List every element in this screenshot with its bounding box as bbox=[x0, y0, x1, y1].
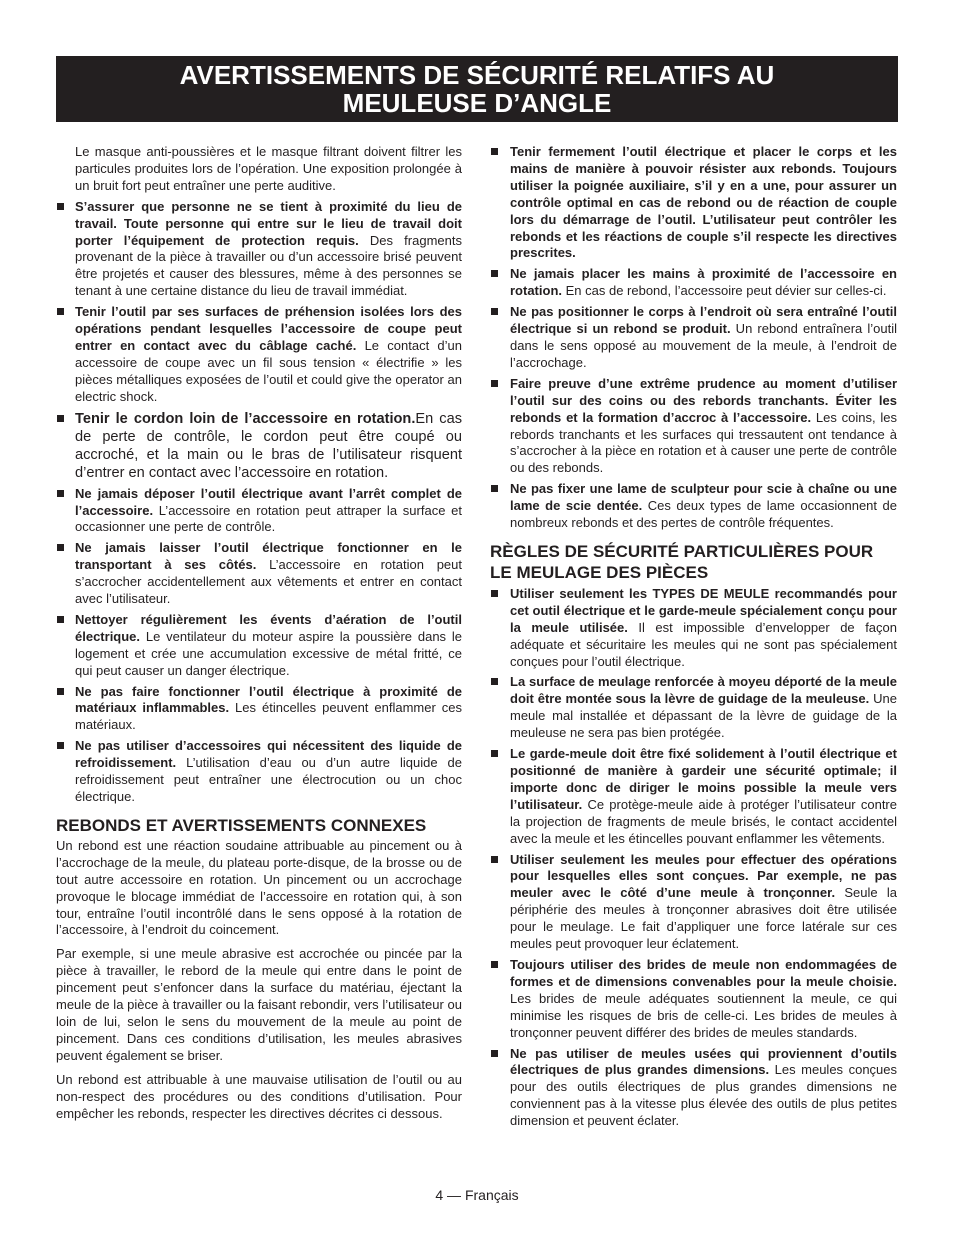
bullet-bold-text: Tenir fermement l’outil électrique et placer le corps et les mains de manière à pouvoir résister aux rebonds. Toujours utiliser la poignée auxiliaire, s’il y en a une, pour assurer un contrôle optimal en cas de rebond ou de réaction de couple lors du démarrage de l’outil. L’utilisateur peut contrôler les rebonds et les réactions de couple s’il respecte les directives prescrites. bbox=[510, 144, 897, 261]
bullet-text: Les étincelles peuvent enflammer ces matériaux. bbox=[75, 700, 462, 733]
body-paragraph: Par exemple, si une meule abrasive est accrochée ou pincée par la pièce à travailler, le rebord de la meule qui entre dans le point de pincement peut s’enfoncer dans la surface du matériau, éjectant la meule de la pièce à travailler ou la faisant rebondir, vers l’utilisateur ou loin de lui, selon le sens du mouvement de la meule au point de pincement. Dans ces conditions d’utilisation, les meules abrasives peuvent également se briser. bbox=[56, 946, 462, 1063]
bullet-text: Les brides de meule adéquates soutiennent la meule, ce qui minimise les risques de bris de celle-ci. Les brides de meules à tronçonner peuvent différer des brides de meules standards. bbox=[510, 990, 897, 1040]
bullet-bold-text: Le garde-meule doit être fixé solidement à l’outil électrique et positionné de manière à gardeir une sécurité optimale; il importe donc de diriger le moins possible la meule vers l’utilisateur. bbox=[510, 746, 897, 812]
bullet-text: Un rebond entraînera l’outil dans le sens opposé au mouvement de la meule, à l’endroit de l’accrochage. bbox=[510, 321, 897, 370]
page-title-line-1: AVERTISSEMENTS DE SÉCURITÉ RELATIFS AU bbox=[179, 60, 775, 90]
intro-paragraph: Le masque anti-poussières et le masque filtrant doivent filtrer les particules produites lors de l’opération. Une exposition prolongée à un bruit fort peut entraîner une perte auditive. bbox=[75, 144, 462, 193]
safety-bullet bbox=[56, 738, 462, 806]
bullet-text: Des fragments provenant de la pièce à travailler ou d’un accessoire brisé peuvent être projetés et causer des blessures, même à des personnes se tenant à une certaine distance du lieu de travail immédiat. bbox=[75, 232, 462, 299]
left-column bbox=[56, 144, 462, 1129]
page-footer: 4 — Français bbox=[435, 1187, 519, 1203]
bullet-text: Le contact d’un accessoire de coupe avec un fil sous tension « électrifie » les pièces métalliques exposées de l’outil et could give the operator an electric shock. bbox=[75, 337, 462, 404]
body-paragraph: Un rebond est attribuable à une mauvaise utilisation de l’outil ou au non-respect des procédures ou des conditions d’utilisation. Pour empêcher les rebonds, respecter les directives décrites ci dessous. bbox=[56, 1071, 462, 1121]
bullet-bold-text: S’assurer que personne ne se tient à proximité du lieu de travail. Toute personne qui entre sur le lieu de travail doit porter l’équipement de protection requis. bbox=[75, 198, 462, 248]
bullet-text: Seule la périphérie des meules à tronçonner abrasives doit être utilisée pour le meulage. Le fait d’appliquer une force latérale sur ces meules peut provoquer leur éclatement. bbox=[510, 885, 897, 952]
bullet-text: En cas de rebond, l’accessoire peut dévier sur celles-ci. bbox=[562, 283, 887, 299]
bullet-bold-text: Ne pas utiliser de meules usées qui proviennent d’outils électriques de plus grandes dimensions. bbox=[510, 1045, 897, 1078]
bullet-bold-text: Ne jamais laisser l’outil électrique fonctionner en le transportant à ses côtés. bbox=[75, 540, 462, 573]
safety-bullet bbox=[490, 376, 897, 477]
bullet-text: Les coins, les rebords tranchants et les surfaces qui tressautent ont tendance à s’accrocher à la pièce en rotation et à causer une perte de contrôle ou des rebonds. bbox=[510, 409, 898, 476]
safety-bullet bbox=[490, 746, 897, 847]
bullet-bold-text: Ne pas faire fonctionner l’outil électrique à proximité de matériaux inflammables. bbox=[75, 683, 462, 716]
safety-bullet bbox=[490, 674, 897, 742]
safety-bullet bbox=[56, 540, 462, 608]
safety-bullet bbox=[56, 304, 462, 405]
section-heading-kickback: REBONDS ET AVERTISSEMENTS CONNEXES bbox=[56, 815, 427, 835]
bullet-bold-text: Ne jamais placer les mains à proximité de l’accessoire en rotation. bbox=[510, 266, 897, 299]
bullet-text: Il est impossible d’envelopper de façon adéquate et sécuritaire les meules qui ne sont pas spécialement conçues pour l’outil électrique. bbox=[510, 619, 897, 669]
bullet-text: L’accessoire en rotation peut s’accrocher accidentellement aux vêtements et entrer en contact avec l’utilisateur. bbox=[75, 557, 463, 607]
bullet-text: Ce protège-meule aide à protéger l’utilisateur contre la projection de fragments de meule brisés, le contact accidentel avec la meule et les étincelles pouvant enflammer les vêtements. bbox=[510, 796, 897, 846]
safety-bullet bbox=[490, 852, 897, 953]
safety-bullet bbox=[490, 266, 897, 300]
bullet-bold-text: Utiliser seulement les TYPES DE MEULE recommandés pour cet outil électrique et le garde-meule spécialement conçu pour la meule utilisée. bbox=[510, 585, 897, 635]
bullet-bold-text: Tenir le cordon loin de l’accessoire en rotation. bbox=[75, 410, 416, 427]
safety-bullet bbox=[56, 199, 462, 300]
bullet-bold-text: Ne jamais déposer l’outil électrique avant l’arrêt complet de l’accessoire. bbox=[75, 485, 462, 518]
bullet-text: Les meules conçues pour des outils électriques de plus grandes dimensions ne conviennent pas à la vitesse plus élevée des outils de plus petites dimension et peuvent éclater. bbox=[510, 1062, 898, 1129]
safety-bullet bbox=[490, 304, 897, 372]
safety-bullet bbox=[56, 612, 462, 680]
safety-bullet bbox=[56, 486, 462, 537]
bullet-bold-text: Faire preuve d’une extrême prudence au moment d’utiliser l’outil sur des coins ou des rebords tranchants. Éviter les rebonds et la formation d’accroc à l’accessoire. bbox=[510, 375, 897, 425]
safety-bullet bbox=[490, 1046, 897, 1131]
body-paragraph: Un rebond est une réaction soudaine attribuable au pincement ou à l’accrochage de la meule, du plateau porte-disque, de la brosse ou de tout autre accessoire en rotation. Un pincement ou un accrochage provoque le blocage immédiat de l’accessoire en rotation qui, à son tour, entraîne l’outil incontrôlé dans le sens opposé à la rotation de l’accessoire, à l’endroit du coincement. bbox=[56, 837, 462, 938]
bullet-bold-text: La surface de meulage renforcée à moyeu déporté de la meule doit être montée sous la lèvre de guidage de la meuleuse. bbox=[510, 674, 897, 707]
bullet-bold-text: Ne pas fixer une lame de sculpteur pour scie à chaîne ou une lame de scie dentée. bbox=[510, 481, 897, 514]
section-heading-grinding: RÈGLES DE SÉCURITÉ PARTICULIÈRES POUR LE MEULAGE DES PIÈCES bbox=[490, 541, 874, 582]
bullet-bold-text: Nettoyer régulièrement les évents d’aération de l’outil électrique. bbox=[75, 611, 462, 644]
safety-bullet bbox=[56, 684, 462, 735]
page-title-line-2: MEULEUSE D’ANGLE bbox=[342, 88, 612, 118]
bullet-bold-text: Ne pas positionner le corps à l’endroit où sera entraîné l’outil électrique si un rebond se produit. bbox=[510, 304, 897, 337]
bullet-text: Une meule mal installée et dépassant de la lèvre de guidage de la meuleuse ne sera pas bien protégée. bbox=[510, 691, 897, 741]
safety-bullet bbox=[56, 410, 462, 482]
bullet-bold-text: Toujours utiliser des brides de meule non endommagées de formes et de dimensions convenables pour la meule choisie. bbox=[510, 956, 897, 989]
safety-bullet bbox=[490, 144, 897, 262]
bullet-text: L’accessoire en rotation peut attraper la surface et occasionner une perte de contrôle. bbox=[75, 502, 462, 535]
bullet-bold-text: Ne pas utiliser d’accessoires qui nécessitent des liquide de refroidissement. bbox=[75, 738, 462, 771]
safety-bullet bbox=[490, 957, 897, 1042]
bullet-bold-text: Utiliser seulement les meules pour effectuer des opérations pour lesquelles elles sont conçues. Par exemple, ne pas meuler avec le côté d’une meule à tronçonner. bbox=[510, 851, 897, 901]
right-column bbox=[490, 144, 897, 1134]
safety-bullet bbox=[490, 481, 897, 532]
page-title-banner bbox=[56, 56, 898, 122]
bullet-text: Ces deux types de lame occasionnent de nombreux rebonds et des pertes de contrôle fréquentes. bbox=[510, 498, 898, 531]
bullet-bold-text: Tenir l’outil par ses surfaces de préhension isolées lors des opérations pendant lesquelles l’accessoire de coupe peut entrer en contact avec du câblage caché. bbox=[75, 304, 462, 353]
bullet-text: L’utilisation d’eau ou d’un autre liquide de refroidissement peut entraîner une électrocution ou un choc électrique. bbox=[75, 755, 462, 804]
bullet-text: Le ventilateur du moteur aspire la poussière dans le logement et crée une accumulation excessive de métal fritté, ce qui peut causer un danger électrique. bbox=[75, 628, 462, 678]
bullet-text: En cas de perte de contrôle, le cordon peut être coupé ou accroché, et la main ou le bras de l’utilisateur risquent d’entrer en contact avec l’accessoire en rotation. bbox=[75, 410, 462, 481]
safety-bullet bbox=[490, 586, 897, 671]
